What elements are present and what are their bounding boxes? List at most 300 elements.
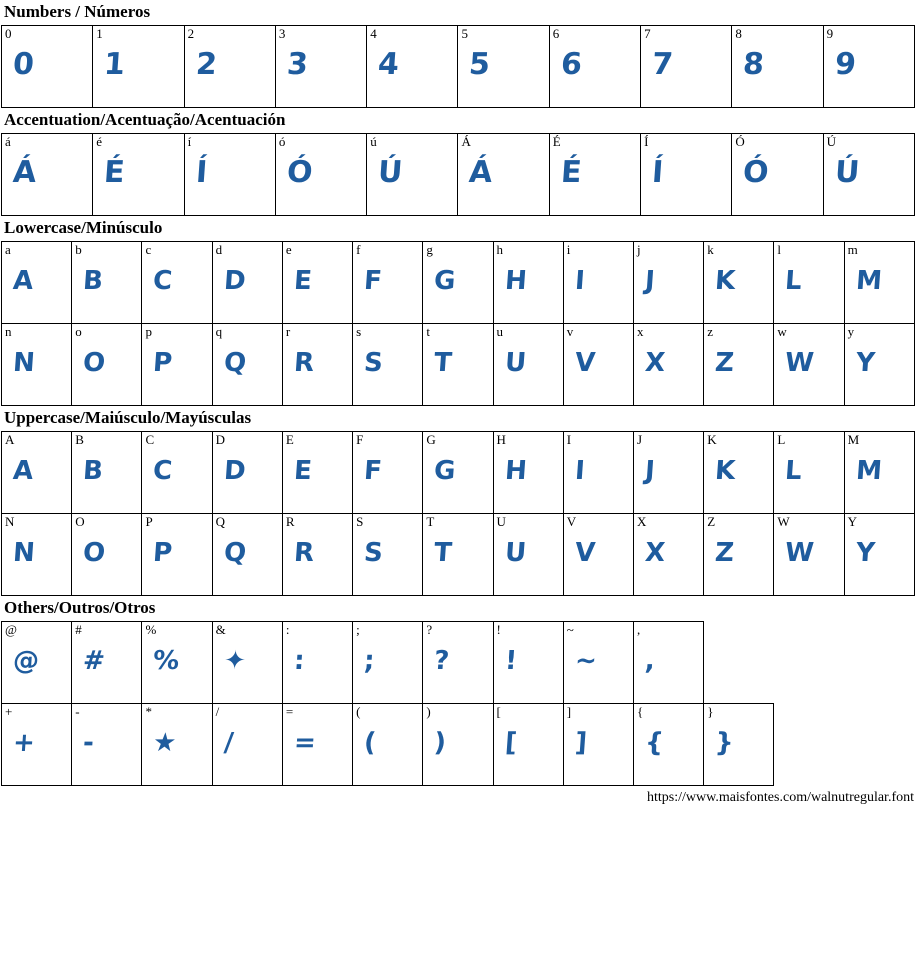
glyph-cell[interactable]	[633, 622, 703, 704]
glyph-sample: C	[152, 266, 175, 296]
glyph-label: ,	[636, 622, 641, 637]
glyph-sample: É	[103, 155, 127, 190]
glyph-table-others	[1, 621, 915, 786]
glyph-cell[interactable]	[184, 26, 275, 108]
glyph-label: ú	[370, 134, 377, 149]
glyph-label: N	[5, 514, 15, 529]
glyph-sample: Q	[222, 348, 248, 378]
glyph-cell[interactable]	[493, 514, 563, 596]
glyph-label: V	[566, 514, 577, 529]
glyph-sample: A	[11, 266, 35, 296]
glyph-sample: {	[643, 728, 666, 758]
glyph-label: b	[75, 242, 82, 257]
glyph-label: y	[847, 324, 855, 339]
glyph-sample: 9	[833, 47, 858, 82]
glyph-cell[interactable]	[275, 134, 366, 216]
glyph-cell[interactable]	[774, 514, 844, 596]
glyph-label: 0	[5, 26, 12, 41]
glyph-sample: Ó	[285, 155, 315, 190]
table-row	[2, 704, 915, 786]
glyph-cell[interactable]	[563, 324, 633, 406]
glyph-label: P	[145, 514, 153, 529]
glyph-sample: O	[82, 538, 107, 568]
glyph-sample: 2	[194, 47, 219, 82]
section-title-others: Others/Outros/Otros	[4, 598, 156, 617]
glyph-label: e	[285, 242, 292, 257]
glyph-sample: V	[573, 538, 597, 568]
glyph-sample: U	[503, 348, 528, 378]
glyph-label: Ó	[735, 134, 745, 149]
glyph-cell[interactable]	[282, 432, 352, 514]
glyph-sample: Q	[222, 538, 248, 568]
glyph-cell[interactable]	[423, 432, 493, 514]
glyph-cell[interactable]	[72, 622, 142, 704]
glyph-label: í	[187, 134, 192, 149]
section-title-uppercase: Uppercase/Maiúsculo/Mayúsculas	[4, 408, 252, 427]
glyph-label: X	[636, 514, 647, 529]
glyph-label: n	[5, 324, 12, 339]
glyph-cell[interactable]	[212, 242, 282, 324]
glyph-label: G	[426, 432, 436, 447]
glyph-sample: !	[503, 646, 518, 676]
glyph-sample: Í	[650, 155, 666, 190]
glyph-cell[interactable]	[633, 514, 703, 596]
glyph-sample: Z	[714, 348, 736, 378]
glyph-cell[interactable]	[184, 134, 275, 216]
glyph-cell[interactable]	[493, 432, 563, 514]
glyph-cell[interactable]	[367, 134, 458, 216]
glyph-label: Ú	[826, 134, 837, 149]
glyph-sample: #	[82, 646, 107, 676]
glyph-sample: 1	[103, 47, 127, 82]
glyph-cell[interactable]	[212, 704, 282, 786]
glyph-cell[interactable]	[549, 134, 640, 216]
glyph-label: M	[847, 432, 860, 447]
glyph-cell[interactable]	[774, 324, 844, 406]
glyph-cell[interactable]	[282, 622, 352, 704]
glyph-cell[interactable]	[93, 26, 184, 108]
glyph-cell[interactable]	[563, 704, 633, 786]
glyph-sample: +	[11, 728, 37, 758]
source-url[interactable]: https://www.maisfontes.com/walnutregular.font	[647, 790, 914, 805]
glyph-cell[interactable]	[282, 514, 352, 596]
glyph-label: Z	[707, 514, 716, 529]
glyph-cell[interactable]	[142, 514, 212, 596]
glyph-sample: L	[784, 456, 804, 486]
glyph-sample: E	[292, 456, 314, 486]
glyph-label: )	[426, 704, 431, 719]
glyph-label: 9	[826, 26, 834, 41]
glyph-cell[interactable]	[641, 134, 732, 216]
glyph-cell[interactable]	[142, 324, 212, 406]
glyph-cell[interactable]	[93, 134, 184, 216]
glyph-cell[interactable]	[72, 514, 142, 596]
glyph-cell[interactable]	[72, 324, 142, 406]
glyph-sample: 0	[11, 47, 36, 82]
glyph-label: f	[356, 242, 361, 257]
glyph-sample: Y	[854, 348, 877, 378]
glyph-cell[interactable]	[844, 324, 914, 406]
glyph-label: a	[5, 242, 11, 257]
glyph-sample: ?	[433, 646, 451, 676]
glyph-cell[interactable]	[704, 514, 774, 596]
glyph-table-accentuation	[1, 133, 915, 216]
glyph-label: s	[356, 324, 362, 339]
glyph-label: t	[426, 324, 430, 339]
glyph-cell[interactable]	[549, 26, 640, 108]
glyph-sample: X	[643, 348, 667, 378]
glyph-cell[interactable]	[2, 324, 72, 406]
glyph-label: k	[707, 242, 714, 257]
glyph-label: ~	[566, 622, 574, 637]
glyph-sample: [	[503, 728, 518, 758]
glyph-cell[interactable]	[142, 704, 212, 786]
glyph-sample: K	[714, 266, 737, 296]
glyph-label: K	[707, 432, 717, 447]
glyph-label: U	[496, 514, 506, 529]
glyph-sample: M	[854, 266, 884, 296]
glyph-cell[interactable]	[823, 26, 914, 108]
glyph-sample: ,	[643, 646, 657, 676]
glyph-table-numbers	[1, 25, 915, 108]
glyph-cell[interactable]	[2, 242, 72, 324]
glyph-sample: G	[433, 456, 458, 486]
glyph-label: +	[5, 704, 13, 719]
glyph-label: @	[5, 622, 17, 637]
glyph-label: o	[75, 324, 82, 339]
glyph-label: 6	[552, 26, 560, 41]
glyph-label: 7	[644, 26, 651, 41]
glyph-label: *	[145, 704, 152, 719]
glyph-sample: J	[643, 266, 657, 296]
glyph-label: u	[496, 324, 504, 339]
table-row	[2, 514, 915, 596]
glyph-sample: W	[784, 538, 816, 568]
glyph-sample: Ú	[833, 155, 861, 190]
glyph-cell[interactable]	[458, 134, 549, 216]
glyph-cell[interactable]	[493, 324, 563, 406]
glyph-label: v	[566, 324, 574, 339]
glyph-cell[interactable]	[212, 324, 282, 406]
glyph-label: ;	[356, 622, 360, 637]
table-row	[2, 324, 915, 406]
glyph-sample: W	[784, 348, 816, 378]
glyph-cell[interactable]	[353, 324, 423, 406]
glyph-sample: /	[222, 728, 235, 758]
glyph-label: H	[496, 432, 506, 447]
glyph-label: F	[356, 432, 364, 447]
glyph-cell[interactable]	[493, 622, 563, 704]
glyph-label: é	[96, 134, 103, 149]
glyph-sample: %	[152, 646, 182, 676]
glyph-label: z	[707, 324, 713, 339]
glyph-sample: É	[559, 155, 584, 190]
glyph-cell[interactable]	[353, 514, 423, 596]
glyph-sample: E	[292, 266, 314, 296]
glyph-label: :	[285, 622, 290, 637]
glyph-cell[interactable]	[563, 432, 633, 514]
glyph-cell[interactable]	[458, 26, 549, 108]
glyph-table-lowercase	[1, 241, 915, 406]
glyph-cell[interactable]	[282, 324, 352, 406]
glyph-sample: ~	[573, 646, 599, 676]
glyph-label: C	[145, 432, 155, 447]
glyph-label: D	[215, 432, 226, 447]
glyph-cell[interactable]	[641, 26, 732, 108]
section-title-accentuation: Accentuation/Acentuação/Acentuación	[4, 110, 286, 129]
table-row	[2, 432, 915, 514]
glyph-sample: G	[433, 266, 458, 296]
glyph-label: Y	[847, 514, 858, 529]
glyph-cell[interactable]	[493, 242, 563, 324]
glyph-label: [	[496, 704, 501, 719]
glyph-sample: @	[11, 646, 41, 676]
glyph-cell[interactable]	[72, 704, 142, 786]
glyph-cell[interactable]	[212, 432, 282, 514]
glyph-sample: ;	[363, 646, 377, 676]
glyph-label: %	[145, 622, 157, 637]
glyph-cell[interactable]	[282, 704, 352, 786]
glyph-cell[interactable]	[704, 242, 774, 324]
glyph-sample: S	[363, 538, 385, 568]
glyph-cell[interactable]	[563, 514, 633, 596]
glyph-sample: U	[503, 538, 528, 568]
glyph-label: g	[426, 242, 433, 257]
glyph-label: 4	[370, 26, 377, 41]
glyph-label: m	[847, 242, 858, 257]
glyph-cell[interactable]	[353, 704, 423, 786]
section-title-lowercase: Lowercase/Minúsculo	[4, 218, 163, 237]
glyph-label: á	[5, 134, 11, 149]
glyph-sample: =	[292, 728, 318, 758]
glyph-label: p	[145, 324, 152, 339]
glyph-cell[interactable]	[774, 242, 844, 324]
glyph-cell[interactable]	[353, 242, 423, 324]
glyph-label: L	[777, 432, 786, 447]
glyph-cell[interactable]	[633, 432, 703, 514]
glyph-sample: }	[714, 728, 736, 758]
glyph-cell[interactable]	[212, 514, 282, 596]
glyph-sample: T	[433, 348, 454, 378]
glyph-label: S	[356, 514, 364, 529]
glyph-sample: I	[573, 266, 586, 296]
glyph-sample: K	[714, 456, 737, 486]
glyph-cell[interactable]	[774, 432, 844, 514]
glyph-sample: R	[292, 538, 316, 568]
glyph-cell[interactable]	[2, 704, 72, 786]
glyph-cell[interactable]	[844, 514, 914, 596]
glyph-sample: (	[363, 728, 378, 758]
glyph-sample: I	[573, 456, 586, 486]
glyph-label: O	[75, 514, 85, 529]
glyph-cell[interactable]	[2, 26, 93, 108]
glyph-sample: Ú	[376, 155, 405, 190]
glyph-label: {	[636, 704, 644, 719]
glyph-sample: Á	[11, 155, 38, 190]
glyph-sample: X	[643, 538, 667, 568]
glyph-sample: 5	[468, 47, 493, 82]
glyph-sample: Í	[194, 155, 209, 190]
glyph-label: i	[566, 242, 571, 257]
glyph-label: d	[215, 242, 223, 257]
glyph-sample: C	[152, 456, 175, 486]
glyph-sample: N	[11, 348, 37, 378]
glyph-cell[interactable]	[423, 704, 493, 786]
table-row	[2, 242, 915, 324]
glyph-cell[interactable]	[142, 242, 212, 324]
glyph-sample: 4	[376, 47, 401, 82]
glyph-cell[interactable]	[275, 26, 366, 108]
glyph-cell[interactable]	[423, 242, 493, 324]
glyph-cell[interactable]	[282, 242, 352, 324]
table-row	[2, 26, 915, 108]
glyph-label: (	[356, 704, 361, 719]
glyph-cell[interactable]	[732, 134, 823, 216]
table-row	[2, 134, 915, 216]
glyph-sample: 6	[559, 47, 584, 82]
glyph-sample: B	[82, 456, 105, 486]
glyph-cell[interactable]	[563, 622, 633, 704]
glyph-cell[interactable]	[2, 514, 72, 596]
glyph-sample: F	[363, 266, 384, 296]
glyph-cell[interactable]	[142, 432, 212, 514]
glyph-cell[interactable]	[844, 242, 914, 324]
glyph-cell[interactable]	[704, 432, 774, 514]
glyph-cell[interactable]	[704, 324, 774, 406]
glyph-sample: Z	[714, 538, 736, 568]
glyph-label: A	[5, 432, 15, 447]
glyph-label: Q	[215, 514, 226, 529]
glyph-sample: Á	[468, 155, 495, 190]
glyph-sample: B	[82, 266, 105, 296]
glyph-cell[interactable]	[844, 432, 914, 514]
glyph-table-uppercase	[1, 431, 915, 596]
glyph-cell[interactable]	[423, 622, 493, 704]
glyph-label: !	[496, 622, 501, 637]
glyph-label: 5	[461, 26, 468, 41]
glyph-label: x	[636, 324, 644, 339]
glyph-label: Í	[644, 134, 649, 149]
glyph-sample: -	[82, 728, 96, 758]
glyph-cell[interactable]	[367, 26, 458, 108]
glyph-cell[interactable]	[823, 134, 914, 216]
glyph-label: r	[285, 324, 291, 339]
glyph-sample: T	[433, 538, 454, 568]
glyph-cell[interactable]	[2, 622, 72, 704]
glyph-label: 1	[96, 26, 103, 41]
glyph-cell[interactable]	[353, 432, 423, 514]
glyph-sample: H	[503, 456, 528, 486]
glyph-label: j	[636, 242, 641, 257]
glyph-label: 8	[735, 26, 742, 41]
glyph-sample: F	[363, 456, 384, 486]
glyph-cell[interactable]	[142, 622, 212, 704]
glyph-cell[interactable]	[633, 704, 703, 786]
glyph-sample: P	[152, 348, 175, 378]
glyph-label: E	[285, 432, 294, 447]
glyph-sample: D	[222, 266, 247, 296]
glyph-cell[interactable]	[493, 704, 563, 786]
glyph-label: #	[75, 622, 82, 637]
glyph-sample: D	[222, 456, 247, 486]
glyph-sample: A	[11, 456, 35, 486]
glyph-label: Á	[461, 134, 471, 149]
glyph-label: ?	[426, 622, 433, 637]
glyph-cell[interactable]	[633, 242, 703, 324]
glyph-cell[interactable]	[563, 242, 633, 324]
glyph-cell[interactable]	[2, 432, 72, 514]
glyph-label: =	[285, 704, 294, 719]
glyph-label: É	[552, 134, 561, 149]
table-row	[2, 622, 915, 704]
glyph-sample: M	[854, 456, 884, 486]
glyph-label: ó	[278, 134, 286, 149]
glyph-label: -	[75, 704, 80, 719]
glyph-sample: Ó	[742, 155, 771, 190]
glyph-label: 2	[187, 26, 195, 41]
glyph-sample: ✦	[222, 646, 248, 676]
glyph-label: 3	[278, 26, 286, 41]
glyph-label: B	[75, 432, 84, 447]
glyph-label: &	[215, 622, 226, 637]
glyph-sample: ★	[152, 728, 179, 758]
glyph-cell[interactable]	[2, 134, 93, 216]
glyph-sample: H	[503, 266, 528, 296]
section-title-numbers: Numbers / Números	[4, 2, 151, 21]
glyph-sample: J	[643, 456, 657, 486]
glyph-sample: N	[11, 538, 37, 568]
glyph-label: l	[777, 242, 782, 257]
glyph-cell[interactable]	[353, 622, 423, 704]
glyph-sample: Y	[854, 538, 877, 568]
glyph-label: J	[636, 432, 643, 447]
glyph-label: T	[426, 514, 435, 529]
glyph-sample: 8	[742, 47, 767, 82]
glyph-cell[interactable]	[423, 514, 493, 596]
glyph-label: R	[285, 514, 295, 529]
glyph-cell-empty	[844, 704, 914, 786]
glyph-cell[interactable]	[633, 324, 703, 406]
glyph-cell-empty	[774, 704, 844, 786]
glyph-cell[interactable]	[423, 324, 493, 406]
glyph-label: h	[496, 242, 504, 257]
glyph-cell[interactable]	[72, 242, 142, 324]
glyph-sample: R	[292, 348, 316, 378]
glyph-sample: P	[152, 538, 175, 568]
glyph-sample: 3	[285, 47, 310, 82]
glyph-label: ]	[566, 704, 572, 719]
glyph-sample: 7	[650, 47, 675, 82]
glyph-cell[interactable]	[704, 704, 774, 786]
glyph-sample: O	[82, 348, 107, 378]
glyph-sample: S	[363, 348, 385, 378]
glyph-cell[interactable]	[72, 432, 142, 514]
glyph-label: w	[777, 324, 787, 339]
glyph-label: I	[566, 432, 572, 447]
glyph-cell[interactable]	[732, 26, 823, 108]
glyph-sample: ]	[573, 728, 589, 758]
glyph-label: W	[777, 514, 790, 529]
glyph-label: /	[215, 704, 220, 719]
glyph-sample: )	[433, 728, 448, 758]
glyph-label: c	[145, 242, 152, 257]
glyph-label: }	[707, 704, 714, 719]
glyph-sample: V	[573, 348, 597, 378]
glyph-label: q	[215, 324, 223, 339]
glyph-sample: L	[784, 266, 804, 296]
glyph-sample: :	[292, 646, 306, 676]
glyph-cell[interactable]	[212, 622, 282, 704]
